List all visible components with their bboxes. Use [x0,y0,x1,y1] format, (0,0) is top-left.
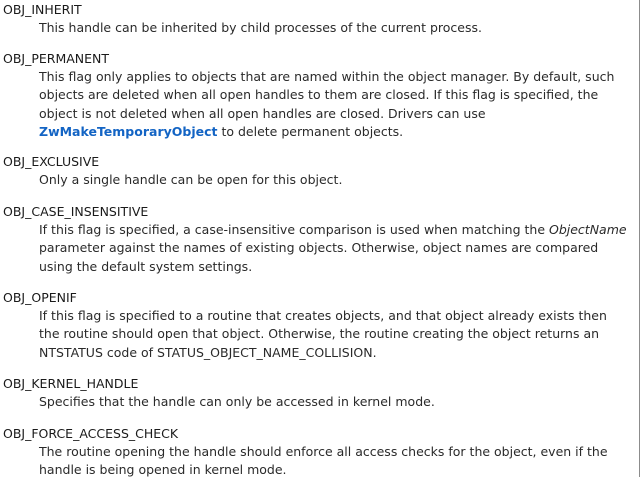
description-obj-openif [39,307,639,362]
description-line: This flag only applies to objects that are named within the object manager. By default, such [39,69,615,84]
term-obj-inherit: OBJ_INHERIT [3,2,82,17]
description-line: If this flag is specified to a routine that creates objects, and that object already exists then [39,308,607,323]
term-obj-case-insensitive: OBJ_CASE_INSENSITIVE [3,204,149,219]
description-line: NTSTATUS code of STATUS_OBJECT_NAME_COLLISION. [39,344,377,360]
term-obj-permanent: OBJ_PERMANENT [3,51,110,66]
description-text: to delete permanent objects. [217,124,404,140]
description-text: If this flag is specified, a case-insensitive comparison is used when matching the [39,222,549,237]
description-obj-kernel-handle [39,393,639,411]
description-line: handle is being opened in kernel mode. [39,462,287,478]
description-line: parameter against the names of existing objects. Otherwise, object names are compared [39,240,599,256]
object-name-parameter: ObjectName [549,222,627,237]
description-line: The routine opening the handle should enforce all access checks for the object, even if the [39,444,608,459]
term-obj-openif: OBJ_OPENIF [3,290,77,305]
description-line-with-link [39,123,639,141]
description-line: Only a single handle can be open for this object. [39,172,343,187]
description-line: using the default system settings. [39,258,253,274]
description-obj-force-access-check [39,443,639,480]
description-obj-exclusive [39,171,639,189]
description-line: Specifies that the handle can only be accessed in kernel mode. [39,394,435,409]
description-line: the routine should open that object. Otherwise, the routine creating the object returns an [39,326,600,342]
term-obj-exclusive: OBJ_EXCLUSIVE [3,154,100,169]
term-obj-force-access-check: OBJ_FORCE_ACCESS_CHECK [3,426,179,441]
description-obj-permanent [39,68,639,142]
description-line [39,221,639,239]
description-obj-case-insensitive [39,221,639,276]
description-line: object is not deleted when all open handles are closed. Drivers can use [39,105,486,121]
term-obj-kernel-handle: OBJ_KERNEL_HANDLE [3,376,139,391]
description-obj-inherit [39,19,639,37]
zw-make-temporary-object-link[interactable]: ZwMakeTemporaryObject [39,124,218,140]
description-line: objects are deleted when all open handles to them are closed. If this flag is specified, the [39,87,599,103]
description-line: This handle can be inherited by child processes of the current process. [39,20,482,35]
